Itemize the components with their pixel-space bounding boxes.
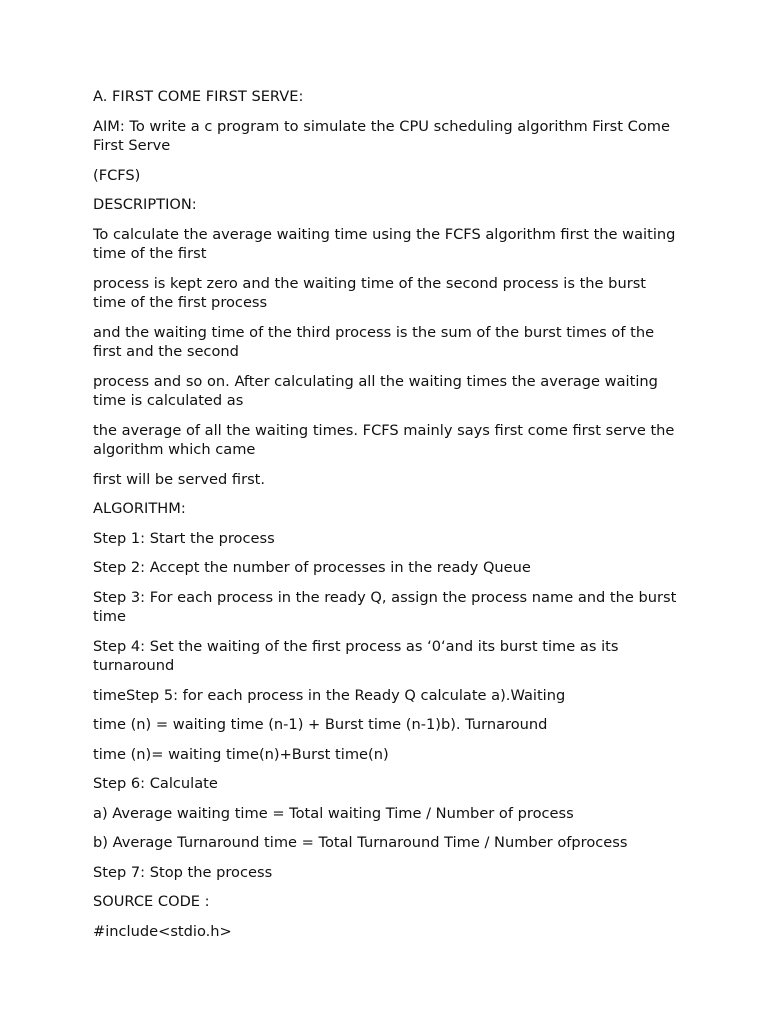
source-code-heading: SOURCE CODE : xyxy=(93,893,210,910)
description-paragraph: process is kept zero and the waiting time of the second process is the burst time of the first process xyxy=(93,274,647,311)
description-paragraph: process and so on. After calculating all the waiting times the average waiting time is calculated as xyxy=(93,372,658,409)
description-heading: DESCRIPTION: xyxy=(93,196,197,213)
algorithm-step: time (n)= waiting time(n)+Burst time(n) xyxy=(93,745,389,763)
algorithm-step: Step 7: Stop the process xyxy=(93,863,273,881)
algorithm-heading: ALGORITHM: xyxy=(93,500,186,517)
algorithm-step: Step 1: Start the process xyxy=(93,529,275,547)
algorithm-step: b) Average Turnaround time = Total Turnaround Time / Number ofprocess xyxy=(93,834,628,851)
description-paragraph: and the waiting time of the third process is the sum of the burst times of the first and the second xyxy=(93,323,655,360)
aim-abbreviation: (FCFS) xyxy=(93,166,141,184)
algorithm-step: a) Average waiting time = Total waiting Time / Number of process xyxy=(93,804,574,822)
section-heading: A. FIRST COME FIRST SERVE: xyxy=(93,88,304,105)
algorithm-step: Step 2: Accept the number of processes in the ready Queue xyxy=(93,559,531,576)
aim-text: AIM: To write a c program to simulate the CPU scheduling algorithm First Come First Serve xyxy=(93,117,670,154)
description-paragraph: first will be served first. xyxy=(93,470,266,488)
algorithm-step: timeStep 5: for each process in the Ready Q calculate a).Waiting xyxy=(93,686,566,704)
algorithm-step: Step 6: Calculate xyxy=(93,775,218,792)
description-paragraph: To calculate the average waiting time using the FCFS algorithm first the waiting time of the first xyxy=(93,225,676,262)
algorithm-step: time (n) = waiting time (n-1) + Burst time (n-1)b). Turnaround xyxy=(93,716,548,733)
algorithm-step: Step 4: Set the waiting of the first process as ‘0‘and its burst time as its turnaround xyxy=(93,637,619,674)
document-body xyxy=(93,87,683,951)
algorithm-step: Step 3: For each process in the ready Q, assign the process name and the burst time xyxy=(93,588,677,625)
description-paragraph: the average of all the waiting times. FCFS mainly says first come first serve the algorithm which came xyxy=(93,421,675,458)
source-code-line: #include<stdio.h> xyxy=(93,922,232,940)
